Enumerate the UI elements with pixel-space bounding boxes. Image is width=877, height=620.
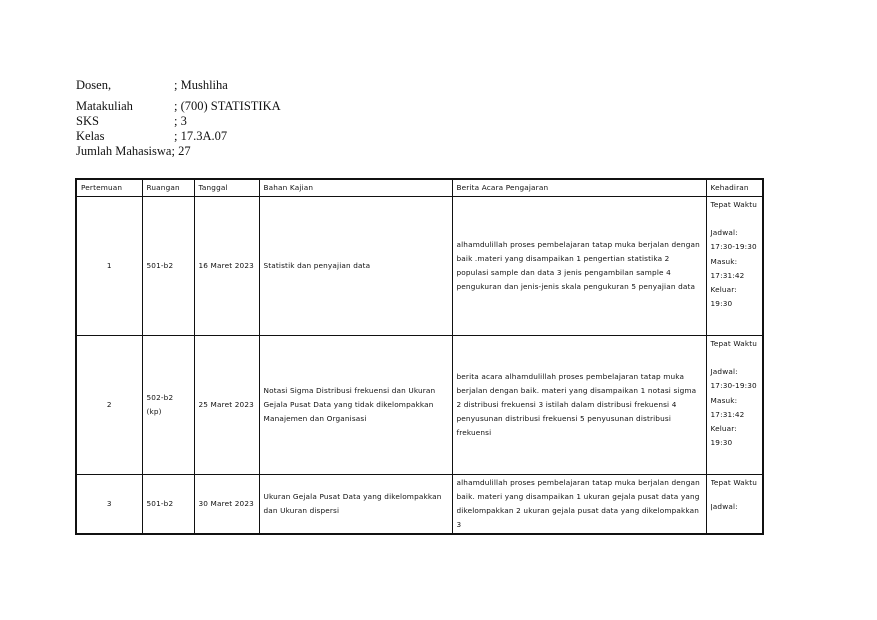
sks-label: SKS [76, 114, 99, 128]
attendance-table [75, 178, 764, 535]
sks-value: ; 3 [174, 114, 187, 128]
info-row-jumlah [76, 144, 281, 159]
header-tanggal: Tanggal [194, 179, 259, 197]
info-row-kelas [76, 129, 281, 144]
jumlah-value: ; 27 [171, 144, 191, 158]
kehadiran-spacer [711, 351, 759, 365]
matakuliah-label: Matakuliah [76, 99, 133, 113]
kehadiran-jadwal: Jadwal: 17:30-19:30 [710, 367, 757, 391]
kehadiran-status: Tepat Waktu [710, 339, 758, 348]
cell-bahan-kajian: Notasi Sigma Distribusi frekuensi dan Ukuran Gejala Pusat Data yang tidak dikelompakkan Manajemen dan Organisasi [259, 336, 452, 475]
cell-tanggal: 25 Maret 2023 [194, 336, 259, 475]
header-ruangan: Ruangan [142, 179, 194, 197]
cell-ruangan: 501-b2 [142, 475, 194, 535]
header-kehadiran: Kehadiran [706, 179, 763, 197]
matakuliah-value: ; (700) STATISTIKA [174, 99, 281, 113]
info-row-dosen [76, 78, 281, 93]
kehadiran-clip [711, 476, 759, 514]
table-header-row [76, 179, 763, 197]
cell-tanggal: 30 Maret 2023 [194, 475, 259, 535]
cell-kehadiran [706, 475, 763, 535]
cell-tanggal: 16 Maret 2023 [194, 197, 259, 336]
cell-kehadiran [706, 197, 763, 336]
kehadiran-jadwal: Jadwal: [710, 502, 738, 512]
kehadiran-masuk: Masuk: 17:31:42 [710, 256, 745, 280]
cell-berita-acara: berita acara alhamdulillah proses pembelajaran tatap muka berjalan dengan baik. materi yang disampaikan 1 notasi sigma 2 distribusi frekuensi 3 istilah dalam distribusi frekuensi 4 penyusunan distribusi frekuensi 5 penyusunan distribusi frekuensi [452, 336, 706, 475]
header-berita-acara: Berita Acara Pengajaran [452, 179, 706, 197]
kehadiran-masuk: Masuk: 17:31:42 [710, 395, 745, 419]
kelas-label: Kelas [76, 129, 105, 143]
kelas-value: ; 17.3A.07 [174, 129, 228, 143]
header-bahan-kajian: Bahan Kajian [259, 179, 452, 197]
cell-pertemuan: 3 [76, 475, 142, 535]
kehadiran-keluar: Keluar: 19:30 [710, 424, 737, 448]
kehadiran-keluar: Keluar: 19:30 [710, 285, 737, 309]
info-row-sks [76, 114, 281, 129]
dosen-value: ; Mushliha [174, 78, 228, 92]
header-pertemuan: Pertemuan [76, 179, 142, 197]
cell-ruangan: 502-b2 (kp) [142, 336, 194, 475]
table-row [76, 475, 763, 535]
berita-acara-text: alhamdulillah proses pembelajaran tatap muka berjalan dengan baik. materi yang disampaikan 1 ukuran gejala pusat data yang dikelompakkan 2 ukuran gejala pusat data yang dikelompakkan 3 [456, 478, 700, 529]
cell-pertemuan: 1 [76, 197, 142, 336]
cell-pertemuan: 2 [76, 336, 142, 475]
jumlah-label: Jumlah Mahasiswa [76, 144, 172, 158]
cell-ruangan: 501-b2 [142, 197, 194, 336]
kehadiran-jadwal: Jadwal: 17:30-19:30 [710, 228, 757, 252]
cell-bahan-kajian: Ukuran Gejala Pusat Data yang dikelompakkan dan Ukuran dispersi [259, 475, 452, 535]
cell-bahan-kajian: Statistik dan penyajian data [259, 197, 452, 336]
table-row [76, 336, 763, 475]
course-info [76, 78, 281, 159]
cell-berita-acara [452, 475, 706, 535]
cell-berita-acara: alhamdulillah proses pembelajaran tatap muka berjalan dengan baik .materi yang disampaikan 1 pengertian statistika 2 populasi sample dan data 3 jenis pengambilan sample 4 pengukuran dan jenis-jenis skala pengukuran 5 penyajian data [452, 197, 706, 336]
info-row-matakuliah [76, 99, 281, 114]
kehadiran-status: Tepat Waktu [710, 478, 758, 487]
kehadiran-status: Tepat Waktu [710, 200, 758, 209]
kehadiran-spacer [711, 490, 759, 500]
cell-kehadiran [706, 336, 763, 475]
table-row [76, 197, 763, 336]
kehadiran-spacer [711, 212, 759, 226]
dosen-label: Dosen, [76, 78, 112, 92]
